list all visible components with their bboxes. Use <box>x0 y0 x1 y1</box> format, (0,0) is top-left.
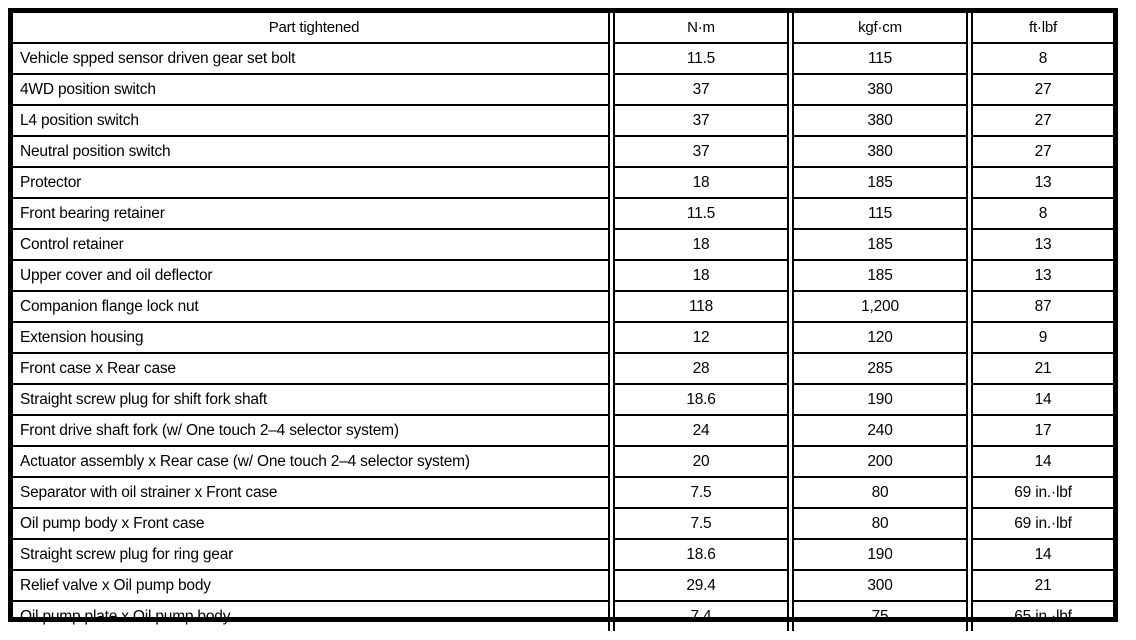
cell-ftlbf: 65 in.·lbf <box>1014 607 1072 625</box>
cell-kgfcm: 190 <box>791 384 970 415</box>
cell-part: Companion flange lock nut <box>13 291 612 322</box>
cell-ftlbf: 14 <box>970 446 1114 477</box>
cell-ftlbf: 8 <box>970 43 1114 74</box>
cell-nm: 7.5 <box>612 508 791 539</box>
cell-kgfcm: 240 <box>791 415 970 446</box>
cell-kgfcm: 185 <box>791 229 970 260</box>
cell-nm: 7.5 <box>612 477 791 508</box>
cell-part: Front drive shaft fork (w/ One touch 2–4 selector system) <box>13 415 612 446</box>
cell-nm: 18 <box>612 229 791 260</box>
table-row <box>13 384 1113 415</box>
table-row <box>13 260 1113 291</box>
cell-kgfcm: 380 <box>791 136 970 167</box>
cell-kgfcm: 380 <box>791 105 970 136</box>
cell-part: Neutral position switch <box>13 136 612 167</box>
header-part-tightened: Part tightened <box>13 13 612 43</box>
cell-ftlbf: 69 in.·lbf <box>970 477 1114 508</box>
cell-kgfcm: 115 <box>791 198 970 229</box>
cell-nm: 37 <box>612 74 791 105</box>
cell-kgfcm: 380 <box>791 74 970 105</box>
cell-nm: 11.5 <box>612 43 791 74</box>
cell-part: Oil pump body x Front case <box>13 508 612 539</box>
cell-kgfcm: 190 <box>791 539 970 570</box>
cell-ftlbf: 87 <box>970 291 1114 322</box>
table-row <box>13 229 1113 260</box>
cell-part: 4WD position switch <box>13 74 612 105</box>
cell-part: Protector <box>13 167 612 198</box>
cell-kgfcm: 200 <box>791 446 970 477</box>
table-row <box>13 353 1113 384</box>
table-row <box>13 570 1113 601</box>
cell-kgfcm: 115 <box>791 43 970 74</box>
table-row <box>13 43 1113 74</box>
cell-part: Actuator assembly x Rear case (w/ One touch 2–4 selector system) <box>13 446 612 477</box>
cell-nm: 18 <box>612 260 791 291</box>
cell-nm: 29.4 <box>612 570 791 601</box>
table-row <box>13 322 1113 353</box>
cell-nm: 24 <box>612 415 791 446</box>
cell-ftlbf: 21 <box>970 353 1114 384</box>
cell-ftlbf: 8 <box>970 198 1114 229</box>
cell-ftlbf: 13 <box>970 167 1114 198</box>
cell-ftlbf: 69 in.·lbf <box>970 508 1114 539</box>
table-row <box>13 105 1113 136</box>
cell-part: Front bearing retainer <box>13 198 612 229</box>
cell-nm: 11.5 <box>612 198 791 229</box>
cell-part: Relief valve x Oil pump body <box>13 570 612 601</box>
cell-kgfcm: 120 <box>791 322 970 353</box>
cell-kgfcm: 185 <box>791 167 970 198</box>
cell-ftlbf: 27 <box>970 105 1114 136</box>
table-row <box>13 291 1113 322</box>
table-row <box>13 74 1113 105</box>
cell-part: Separator with oil strainer x Front case <box>13 477 612 508</box>
table-row <box>13 446 1113 477</box>
header-row <box>13 13 1113 43</box>
table-row <box>13 601 1113 631</box>
cell-kgfcm: 80 <box>791 508 970 539</box>
cell-nm: 18.6 <box>612 539 791 570</box>
cell-kgfcm: 300 <box>791 570 970 601</box>
cell-kgfcm: 75 <box>791 601 970 631</box>
header-nm: N·m <box>612 13 791 43</box>
cell-ftlbf: 14 <box>970 384 1114 415</box>
cell-part: Upper cover and oil deflector <box>13 260 612 291</box>
cell-ftlbf: 13 <box>970 260 1114 291</box>
cell-nm: 12 <box>612 322 791 353</box>
torque-spec-table-frame <box>8 8 1118 625</box>
cell-ftlbf: 14 <box>970 539 1114 570</box>
cell-ftlbf: 17 <box>970 415 1114 446</box>
table-row <box>13 508 1113 539</box>
cell-kgfcm: 285 <box>791 353 970 384</box>
cell-kgfcm: 1,200 <box>791 291 970 322</box>
cell-part: L4 position switch <box>13 105 612 136</box>
table-row <box>13 167 1113 198</box>
cell-nm: 7.4 <box>612 601 791 631</box>
cell-part: Oil pump plate x Oil pump body <box>13 601 612 631</box>
header-ftlbf: ft·lbf <box>970 13 1114 43</box>
cell-part: Straight screw plug for ring gear <box>13 539 612 570</box>
header-kgfcm: kgf·cm <box>791 13 970 43</box>
cell-part: Straight screw plug for shift fork shaft <box>13 384 612 415</box>
cell-part: Vehicle spped sensor driven gear set bolt <box>13 43 612 74</box>
cell-ftlbf: 27 <box>970 136 1114 167</box>
table-row <box>13 539 1113 570</box>
cell-ftlbf: 21 <box>970 570 1114 601</box>
torque-spec-table <box>13 13 1113 631</box>
table-row <box>13 415 1113 446</box>
cell-nm: 37 <box>612 136 791 167</box>
cell-part: Extension housing <box>13 322 612 353</box>
table-row <box>13 136 1113 167</box>
cell-nm: 20 <box>612 446 791 477</box>
cell-nm: 28 <box>612 353 791 384</box>
cell-ftlbf: 13 <box>970 229 1114 260</box>
cell-part: Front case x Rear case <box>13 353 612 384</box>
cell-nm: 18.6 <box>612 384 791 415</box>
cell-part: Control retainer <box>13 229 612 260</box>
cell-nm: 37 <box>612 105 791 136</box>
cell-kgfcm: 185 <box>791 260 970 291</box>
table-row <box>13 477 1113 508</box>
cell-nm: 118 <box>612 291 791 322</box>
table-row <box>13 198 1113 229</box>
cell-ftlbf: 9 <box>970 322 1114 353</box>
cell-nm: 18 <box>612 167 791 198</box>
cell-kgfcm: 80 <box>791 477 970 508</box>
cell-ftlbf: 27 <box>970 74 1114 105</box>
